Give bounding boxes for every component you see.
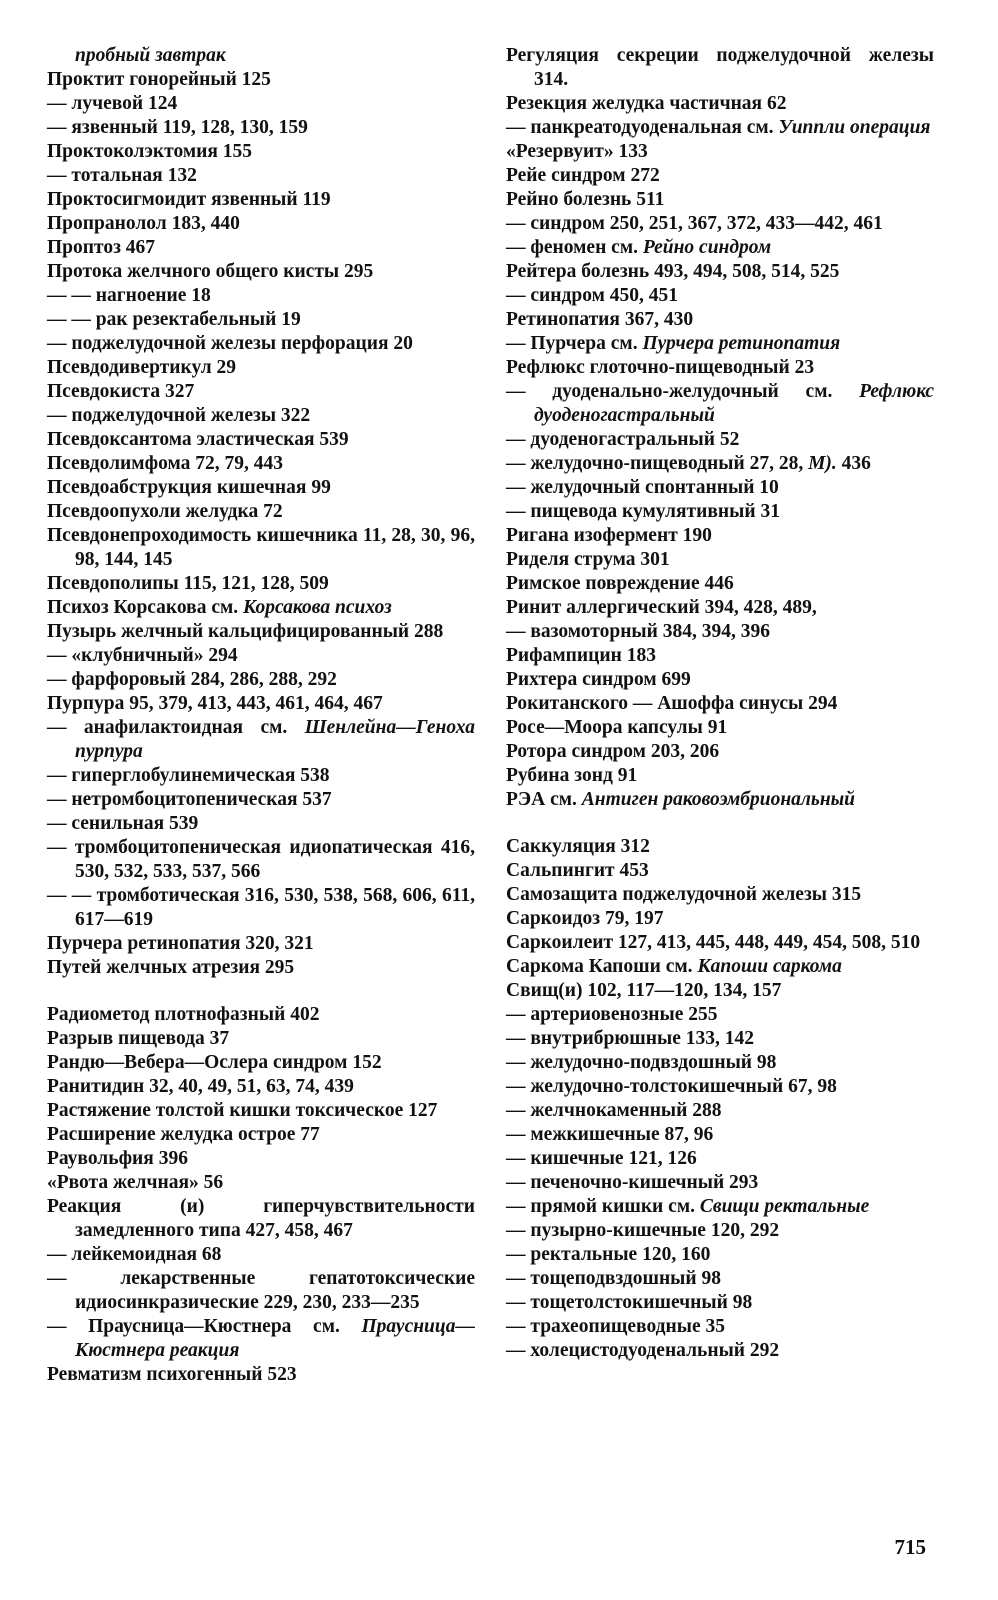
index-entry-text: — поджелудочной железы 322	[47, 405, 311, 426]
index-entry-text: Пурпура 95, 379, 413, 443, 461, 464, 467	[47, 693, 383, 714]
index-entry	[47, 68, 475, 92]
index-entry	[47, 164, 475, 188]
index-entry-text: — «клубничный» 294	[47, 645, 238, 666]
index-entry-text: Пропранолол 183, 440	[47, 213, 240, 234]
index-entry	[47, 716, 475, 764]
index-entry-text: «Резервуит» 133	[506, 141, 648, 162]
index-entry	[506, 116, 934, 140]
index-entry	[506, 356, 934, 380]
index-entry	[506, 716, 934, 740]
index-entry-text: Ротора синдром 203, 206	[506, 741, 720, 762]
index-entry	[47, 308, 475, 332]
index-entry	[47, 788, 475, 812]
index-column-right	[506, 44, 934, 1363]
index-entry-text: Ригана изофермент 190	[506, 525, 712, 546]
index-entry	[506, 668, 934, 692]
index-entry	[47, 428, 475, 452]
index-entry	[47, 764, 475, 788]
index-entry-text: Ранитидин 32, 40, 49, 51, 63, 74, 439	[47, 1076, 354, 1097]
index-entry-text: — фарфоровый 284, 286, 288, 292	[47, 669, 337, 690]
index-entry	[506, 1243, 934, 1267]
index-entry	[506, 1075, 934, 1099]
index-entry-crossref: Праусница—Кюстнера реакция	[75, 1316, 475, 1361]
index-entry-text: — желчнокаменный 288	[506, 1100, 722, 1121]
index-entry-text: Рандю—Вебера—Ослера синдром 152	[47, 1052, 382, 1073]
index-entry-text: Реакция (и) гиперчувствительности замедленного типа 427, 458, 467	[47, 1196, 475, 1241]
index-entry	[47, 188, 475, 212]
index-entry	[506, 284, 934, 308]
index-entry-crossref: Капоши саркома	[697, 956, 842, 977]
index-entry	[47, 452, 475, 476]
index-entry-text: Сальпингит 453	[506, 860, 649, 881]
index-entry-text: — сенильная 539	[47, 813, 199, 834]
index-entry	[506, 548, 934, 572]
index-entry	[506, 524, 934, 548]
index-entry	[506, 955, 934, 979]
index-entry	[47, 1195, 475, 1243]
index-entry-text: Ревматизм психогенный 523	[47, 1364, 297, 1385]
index-entry	[506, 260, 934, 284]
index-entry	[47, 1315, 475, 1363]
index-entry-text: — пищевода кумулятивный 31	[506, 501, 780, 522]
index-entry-crossref: Уиппли операция	[778, 117, 931, 138]
index-entry-text: — поджелудочной железы перфорация 20	[47, 333, 413, 354]
index-entry	[506, 1171, 934, 1195]
index-entry	[506, 931, 934, 955]
index-entry	[506, 452, 934, 476]
index-entry	[47, 572, 475, 596]
page-number: 715	[894, 1535, 926, 1559]
index-entry	[47, 644, 475, 668]
index-entry	[47, 284, 475, 308]
index-entry-text: — тощеподвздошный 98	[506, 1268, 722, 1289]
index-entry-text: — лейкемоидная 68	[47, 1244, 222, 1265]
index-entry-text: Псевдополипы 115, 121, 128, 509	[47, 573, 329, 594]
index-entry	[47, 500, 475, 524]
index-entry-text: Ретинопатия 367, 430	[506, 309, 694, 330]
index-entry-text: — гиперглобулинемическая 538	[47, 765, 330, 786]
index-entry-text: — синдром 450, 451	[506, 285, 678, 306]
index-entry	[506, 500, 934, 524]
index-entry	[506, 859, 934, 883]
index-entry-text: Росе—Моора капсулы 91	[506, 717, 728, 738]
index-entry-crossref: Пурчера ретинопатия	[642, 333, 841, 354]
index-entry-text: Псевдоабструкция кишечная 99	[47, 477, 331, 498]
index-entry	[47, 476, 475, 500]
index-entry-text: Разрыв пищевода 37	[47, 1028, 230, 1049]
index-entry	[506, 979, 934, 1003]
index-entry	[47, 1363, 475, 1387]
index-entry-text: Риделя струма 301	[506, 549, 670, 570]
index-entry-text: — Пурчера см.	[506, 333, 643, 354]
index-entry-text: Расширение желудка острое 77	[47, 1124, 320, 1145]
index-entry	[506, 1339, 934, 1363]
index-entry	[47, 836, 475, 884]
index-entry	[506, 140, 934, 164]
index-entry	[506, 740, 934, 764]
index-entry-text: Проктосигмоидит язвенный 119	[47, 189, 331, 210]
index-entry-text: — желудочно-пищеводный 27, 28,	[506, 453, 809, 474]
index-entry-text: Саккуляция 312	[506, 836, 650, 857]
index-entry-text: — холецистодуоденальный 292	[506, 1340, 780, 1361]
index-entry-text: — трахеопищеводные 35	[506, 1316, 725, 1337]
index-entry	[506, 1099, 934, 1123]
index-entry-text: Раувольфия 396	[47, 1148, 188, 1169]
index-entry-text: Псевдокиста 327	[47, 381, 195, 402]
index-entry-text: Псевдолимфома 72, 79, 443	[47, 453, 283, 474]
index-entry	[47, 1147, 475, 1171]
index-entry	[47, 524, 475, 572]
index-entry-text: — дуоденогастральный 52	[506, 429, 740, 450]
index-entry-text: — ректальные 120, 160	[506, 1244, 711, 1265]
index-entry-text: — желудочно-подвздошный 98	[506, 1052, 777, 1073]
index-entry-text: — тотальная 132	[47, 165, 197, 186]
index-entry-crossref: пробный завтрак	[75, 45, 226, 66]
index-entry	[506, 1027, 934, 1051]
index-entry-text: Псевдодивертикул 29	[47, 357, 237, 378]
index-entry	[506, 835, 934, 859]
index-entry	[506, 764, 934, 788]
index-entry-text: Ринит аллергический 394, 428, 489,	[506, 597, 817, 618]
index-entry-text: Рейтера болезнь 493, 494, 508, 514, 525	[506, 261, 840, 282]
index-entry	[47, 212, 475, 236]
index-entry	[506, 883, 934, 907]
index-entry-text: Рифампицин 183	[506, 645, 656, 666]
index-entry	[47, 620, 475, 644]
index-entry-text: — феномен см.	[506, 237, 643, 258]
index-entry	[506, 1051, 934, 1075]
index-entry-text: — прямой кишки см.	[506, 1196, 700, 1217]
index-entry	[47, 1099, 475, 1123]
index-entry-text: Рейно болезнь 511	[506, 189, 665, 210]
index-entry-text: — нетромбоцитопеническая 537	[47, 789, 332, 810]
index-entry	[47, 404, 475, 428]
index-entry	[506, 907, 934, 931]
index-entry	[506, 380, 934, 428]
index-entry-text: Псевдонепроходимость кишечника 11, 28, 30, 96, 98, 144, 145	[47, 525, 475, 570]
index-entry-text: — панкреатодуоденальная см.	[506, 117, 779, 138]
index-entry-crossref: Рефлюкс дуоденогастральный	[534, 381, 934, 426]
index-entry-text: Самозащита поджелудочной железы 315	[506, 884, 862, 905]
index-entry-text: — артериовенозные 255	[506, 1004, 718, 1025]
index-entry-crossref: Шенлейна—Геноха пурпура	[75, 717, 475, 762]
index-entry-text: Рокитанского — Ашоффа синусы 294	[506, 693, 838, 714]
index-entry	[47, 1075, 475, 1099]
index-entry	[506, 332, 934, 356]
index-entry-text: — вазомоторный 384, 394, 396	[506, 621, 771, 642]
index-entry-text: — межкишечные 87, 96	[506, 1124, 714, 1145]
index-entry-text: — — рак резектабельный 19	[47, 309, 301, 330]
index-entry	[506, 1195, 934, 1219]
index-entry	[506, 1315, 934, 1339]
index-entry	[506, 596, 934, 620]
index-entry	[506, 1147, 934, 1171]
index-entry-crossref: Рейно синдром	[642, 237, 772, 258]
index-entry	[47, 116, 475, 140]
index-entry	[506, 1267, 934, 1291]
index-entry	[47, 1171, 475, 1195]
index-entry	[47, 668, 475, 692]
index-entry	[47, 1003, 475, 1027]
index-entry	[506, 476, 934, 500]
index-entry	[506, 188, 934, 212]
index-entry-text: Резекция желудка частичная 62	[506, 93, 787, 114]
index-entry-text: — язвенный 119, 128, 130, 159	[47, 117, 308, 138]
index-entry-text: Рубина зонд 91	[506, 765, 638, 786]
index-entry	[47, 356, 475, 380]
index-entry	[47, 1267, 475, 1315]
index-entry	[506, 428, 934, 452]
index-entry-text: — Праусница—Кюстнера см.	[47, 1316, 362, 1337]
index-entry-text: — анафилактоидная см.	[47, 717, 305, 738]
index-entry-text: Свищ(и) 102, 117—120, 134, 157	[506, 980, 782, 1001]
index-entry-text: Проктоколэктомия 155	[47, 141, 253, 162]
index-entry	[47, 140, 475, 164]
index-entry	[506, 1219, 934, 1243]
index-entry-text: Пурчера ретинопатия 320, 321	[47, 933, 314, 954]
index-entry-text: — печеночно-кишечный 293	[506, 1172, 759, 1193]
index-entry	[47, 1051, 475, 1075]
index-entry-crossref: Свищи ректальные	[699, 1196, 870, 1217]
index-entry	[47, 236, 475, 260]
index-entry	[506, 692, 934, 716]
index-column-left	[47, 44, 475, 1387]
index-entry-text: Саркома Капоши см.	[506, 956, 698, 977]
index-entry	[506, 1291, 934, 1315]
index-entry-text: — лучевой 124	[47, 93, 178, 114]
index-entry-text: — — нагноение 18	[47, 285, 211, 306]
index-entry	[47, 44, 475, 68]
index-entry-text: — синдром 250, 251, 367, 372, 433—442, 461	[506, 213, 883, 234]
index-entry	[47, 1243, 475, 1267]
index-entry-text: Регуляция секреции поджелудочной железы 314.	[506, 45, 934, 90]
index-entry-text: — кишечные 121, 126	[506, 1148, 697, 1169]
index-entry-text: Пузырь желчный кальцифицированный 288	[47, 621, 444, 642]
index-entry	[47, 1123, 475, 1147]
index-entry	[47, 380, 475, 404]
index-entry-text: Психоз Корсакова см.	[47, 597, 244, 618]
index-entry	[506, 572, 934, 596]
index-entry	[47, 956, 475, 980]
index-entry	[506, 44, 934, 92]
index-entry-text: — желудочный спонтанный 10	[506, 477, 779, 498]
index-entry-text: «Рвота желчная» 56	[47, 1172, 224, 1193]
index-entry-text: Протока желчного общего кисты 295	[47, 261, 374, 282]
index-entry-text: — лекарственные гепатотоксические идиосинкразические 229, 230, 233—235	[47, 1268, 475, 1313]
index-entry-text: Саркоилеит 127, 413, 445, 448, 449, 454, 508, 510	[506, 932, 921, 953]
index-entry-text: — желудочно-толстокишечный 67, 98	[506, 1076, 837, 1097]
index-entry	[47, 884, 475, 932]
index-entry-text: — внутрибрюшные 133, 142	[506, 1028, 754, 1049]
index-entry	[506, 788, 934, 812]
index-entry	[506, 212, 934, 236]
index-entry-text: Рефлюкс глоточно-пищеводный 23	[506, 357, 815, 378]
index-entry-text: — дуоденально-желудочный см.	[506, 381, 860, 402]
index-entry-text: — тромбоцитопеническая идиопатическая 416, 530, 532, 533, 537, 566	[47, 837, 475, 882]
index-entry	[506, 308, 934, 332]
index-entry-text: Проктит гонорейный 125	[47, 69, 271, 90]
index-entry-text: Псевдоопухоли желудка 72	[47, 501, 283, 522]
index-entry-text: РЭА см.	[506, 789, 582, 810]
index-entry-text: Рейе синдром 272	[506, 165, 660, 186]
index-entry-text: — пузырно-кишечные 120, 292	[506, 1220, 780, 1241]
index-entry-crossref: Корсакова психоз	[243, 597, 392, 618]
index-entry	[506, 1003, 934, 1027]
index-entry-text: Псевдоксантома эластическая 539	[47, 429, 349, 450]
index-entry-text: Римское повреждение 446	[506, 573, 734, 594]
index-entry	[47, 932, 475, 956]
index-entry	[47, 812, 475, 836]
index-entry	[506, 644, 934, 668]
index-entry-crossref: M).	[808, 453, 837, 474]
index-entry	[47, 596, 475, 620]
index-entry-text: — — тромботическая 316, 530, 538, 568, 606, 611, 617—619	[47, 885, 475, 930]
index-entry	[506, 92, 934, 116]
index-entry-text: Саркоидоз 79, 197	[506, 908, 664, 929]
index-entry-crossref: Антиген раковоэмбриональный	[581, 789, 856, 810]
index-entry	[47, 1027, 475, 1051]
index-entry-text: Растяжение толстой кишки токсическое 127	[47, 1100, 438, 1121]
index-entry-text: Рихтера синдром 699	[506, 669, 691, 690]
index-entry	[506, 620, 934, 644]
index-entry-text: — тощетолстокишечный 98	[506, 1292, 753, 1313]
index-entry-text: Путей желчных атрезия 295	[47, 957, 295, 978]
index-entry	[47, 260, 475, 284]
index-entry-text: 436	[836, 453, 871, 474]
index-entry	[47, 332, 475, 356]
index-entry	[47, 92, 475, 116]
index-entry	[506, 164, 934, 188]
index-entry	[506, 1123, 934, 1147]
index-entry	[47, 692, 475, 716]
index-entry	[506, 236, 934, 260]
index-entry-text: Проптоз 467	[47, 237, 156, 258]
index-entry-text: Радиометод плотнофазный 402	[47, 1004, 320, 1025]
